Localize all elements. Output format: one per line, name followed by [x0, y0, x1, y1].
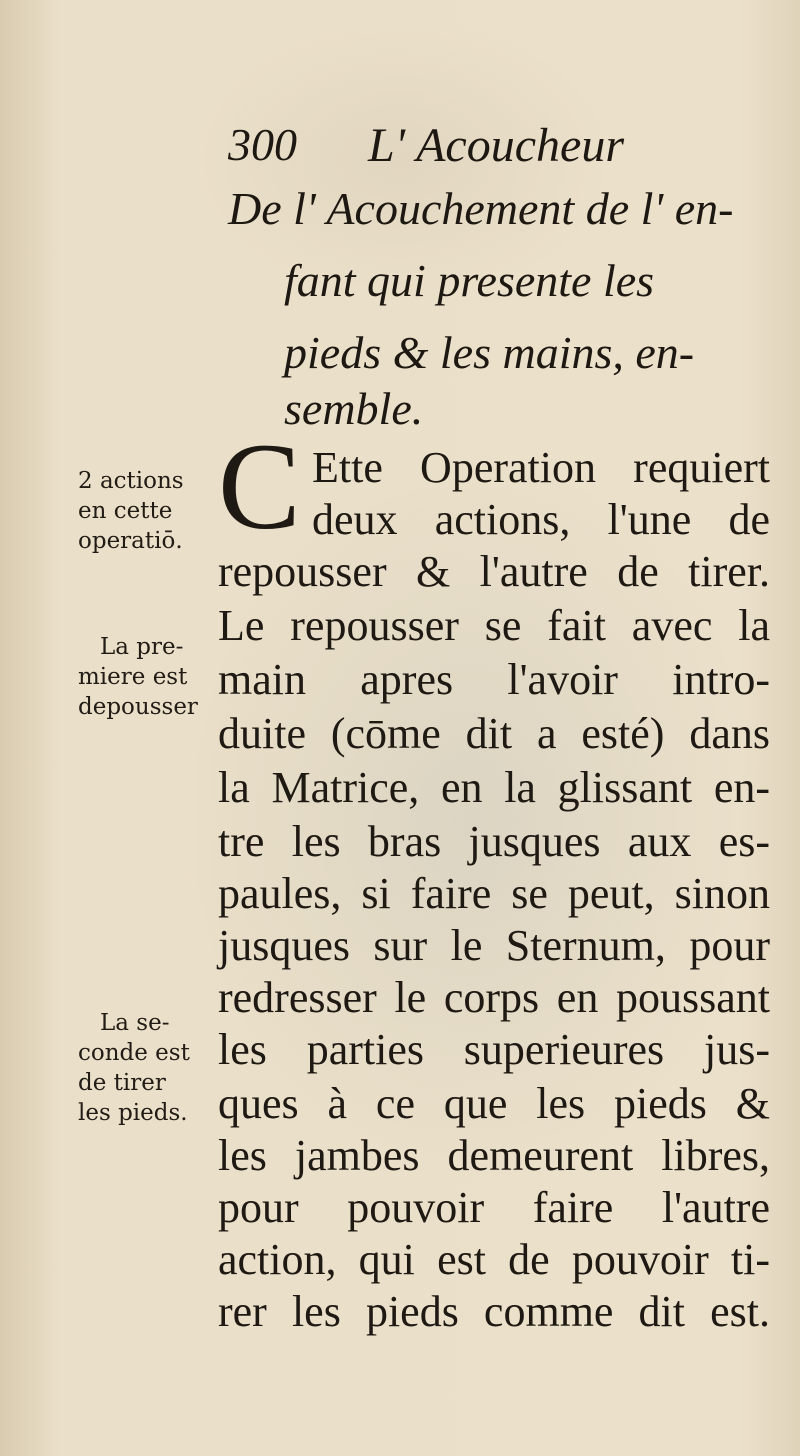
- text-line: pour pouvoir faire l'autre: [218, 1183, 770, 1232]
- text-line: paules, si faire se peut, sinon: [218, 869, 770, 918]
- text-line: la Matrice, en la glissant en-: [218, 763, 770, 812]
- text-line: rer les pieds comme dit est.: [218, 1287, 770, 1336]
- text-line: les parties superieures jus-: [218, 1025, 770, 1074]
- margin-note-line: 2 actions: [78, 468, 184, 494]
- margin-note-line: La se-: [100, 1010, 170, 1036]
- chapter-title-line: fant qui presente les: [284, 255, 655, 306]
- margin-note-line: conde est: [78, 1040, 190, 1066]
- running-head: L' Acoucheur: [368, 119, 625, 172]
- text-line: tre les bras jusques aux es-: [218, 817, 770, 866]
- text-line: Le repousser se fait avec la: [218, 601, 770, 650]
- text-line: deux actions, l'une de: [312, 495, 770, 544]
- margin-note-line: depousser: [78, 694, 198, 720]
- chapter-title-line: De l' Acouchement de l' en-: [228, 183, 734, 234]
- margin-note-line: les pieds.: [78, 1100, 188, 1126]
- text-line: Ette Operation requiert: [312, 443, 770, 492]
- text-line: les jambes demeurent libres,: [218, 1131, 770, 1180]
- text-line: jusques sur le Sternum, pour: [218, 921, 770, 970]
- chapter-title-line: semble.: [284, 383, 424, 434]
- text-line: main apres l'avoir intro-: [218, 655, 770, 704]
- margin-note-line: operatiō.: [78, 528, 183, 554]
- margin-note-line: La pre-: [100, 634, 184, 660]
- drop-cap: C: [218, 418, 301, 555]
- margin-note-line: de tirer: [78, 1070, 166, 1096]
- text-line: duite (cōme dit a esté) dans: [218, 709, 770, 758]
- text-line: redresser le corps en poussant: [218, 973, 770, 1022]
- text-line: ques à ce que les pieds &: [218, 1079, 770, 1128]
- chapter-title-line: pieds & les mains, en-: [284, 327, 695, 378]
- margin-note-line: miere est: [78, 664, 188, 690]
- text-line: repousser & l'autre de tirer.: [218, 547, 770, 596]
- margin-note-line: en cette: [78, 498, 173, 524]
- page-number: 300: [228, 119, 297, 170]
- text-line: action, qui est de pouvoir ti-: [218, 1235, 770, 1284]
